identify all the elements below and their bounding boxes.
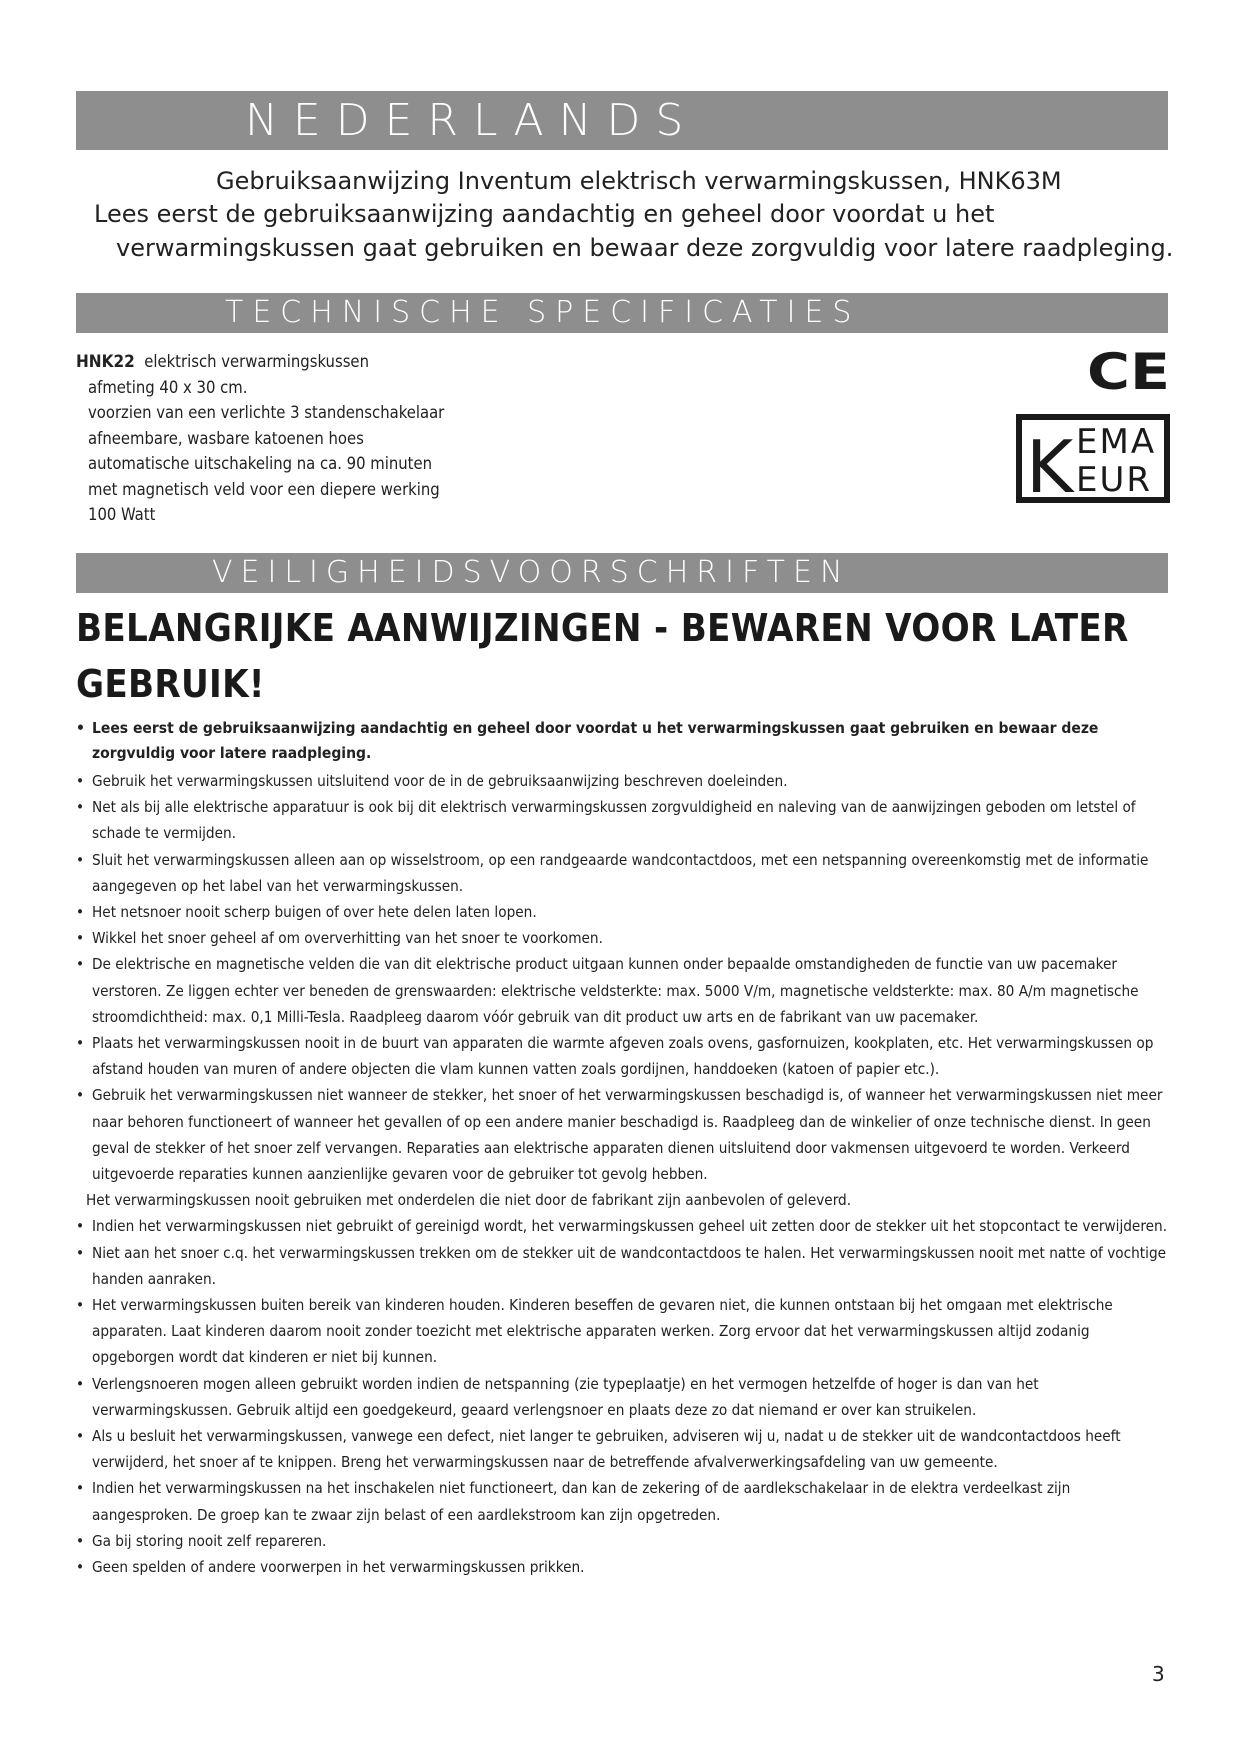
safety-rule: • Gebruik het verwarmingskussen niet wanneer de stekker, het snoer of het verwarmingskussen beschadigd is, of wanneer het verwarmingskussen niet meer naar behoren functioneert of wanneer het gevallen of op een andere manier beschadigd is. Raadpleeg dan de winkelier of onze technische dienst. In geen geval de stekker of het snoer zelf vervangen. Reparaties aan elektrische apparaten dienen uitsluitend door vakmensen uitgevoerd te worden. Verkeerd uitgevoerde reparaties kunnen aanzienlijke gevaren voor de gebruiker tot gevolg hebben. [76, 1082, 1172, 1187]
spec-list [76, 349, 444, 528]
safety-rule: • Als u besluit het verwarmingskussen, vanwege een defect, niet langer te gebruiken, adviseren wij u, nadat u de stekker uit de wandcontactdoos heeft verwijderd, het snoer af te knippen. Breng het verwarmingskussen naar de betreffende afvalverwerkingsafdeling van uw gemeente. [76, 1423, 1172, 1475]
spec-item: met magnetisch veld voor een diepere werking [88, 479, 440, 499]
spec-item: afmeting 40 x 30 cm. [88, 377, 248, 397]
safety-rule: • Wikkel het snoer geheel af om oververhitting van het snoer te voorkomen. [76, 925, 1172, 951]
ce-mark-icon [1087, 348, 1170, 392]
safety-rule: • Niet aan het snoer c.q. het verwarmingskussen trekken om de stekker uit de wandcontactdoos te halen. Het verwarmingskussen nooit met natte of vochtige handen aanraken. [76, 1240, 1172, 1292]
kema-top-text: EMA [1076, 422, 1157, 462]
spec-item: automatische uitschakeling na ca. 90 minuten [88, 454, 433, 473]
safety-rule: • De elektrische en magnetische velden die van dit elektrische product uitgaan kunnen onder bepaalde omstandigheden de functie van uw pacemaker verstoren. Ze liggen echter ver beneden de grenswaarden: elektrische veldsterkte: max. 5000 V/m, magnetische veldsterkte: max. 80 A/m magnetische stroomdichtheid: max. 0,1 Milli-Tesla. Raadpleeg daarom vóór gebruik van dit product uw arts en de fabrikant van uw pacemaker. [76, 951, 1172, 1030]
spec-model-line [76, 349, 444, 375]
safety-rule: • Geen spelden of andere voorwerpen in het verwarmingskussen prikken. [76, 1554, 1172, 1580]
safety-rule: • Gebruik het verwarmingskussen uitsluitend voor de in de gebruiksaanwijzing beschreven doeleinden. [76, 768, 1172, 794]
intro-line-2: verwarmingskussen gaat gebruiken en bewaar deze zorgvuldig voor latere raadpleging. [116, 234, 1174, 262]
safety-rule: • Indien het verwarmingskussen niet gebruikt of gereinigd wordt, het verwarmingskussen geheel uit zetten door de stekker uit het stopcontact te verwijderen. [76, 1213, 1172, 1239]
page-number: 3 [1152, 1662, 1165, 1686]
spec-item: afneembare, wasbare katoenen hoes [88, 428, 364, 448]
safety-rule: • Net als bij alle elektrische apparatuur is ook bij dit elektrisch verwarmingskussen zorgvuldigheid en naleving van de aanwijzingen geboden om letstel of schade te vermijden. [76, 794, 1172, 846]
safety-rule: • Sluit het verwarmingskussen alleen aan op wisselstroom, op een randgeaarde wandcontactdoos, met een netspanning overeenkomstig met de informatie aangegeven op het label van het verwarmingskussen. [76, 847, 1172, 899]
model-number: HNK22 [76, 352, 135, 372]
spec-item: voorzien van een verlichte 3 standenschakelaar [88, 403, 445, 422]
safety-rule: • Ga bij storing nooit zelf repareren. [76, 1528, 1172, 1554]
spec-item: 100 Watt [88, 505, 156, 524]
safety-header: VEILIGHEIDSVOORSCHRIFTEN [76, 553, 1168, 593]
tech-specs-header: TECHNISCHE SPECIFICATIES [76, 293, 1168, 333]
kema-k-letter: K [1026, 425, 1074, 503]
safety-rule: • Lees eerst de gebruiksaanwijzing aandachtig en geheel door voordat u het verwarmingskussen gaat gebruiken en bewaar deze zorgvuldig voor latere raadpleging. [76, 716, 1172, 766]
safety-rule: • Indien het verwarmingskussen na het inschakelen niet functioneert, dan kan de zekering of de aardlekschakelaar in de elektra verdeelkast zijn aangesproken. De groep kan te zwaar zijn belast of een aardlekstroom kan zijn opgetreden. [76, 1475, 1172, 1527]
manual-title: Gebruiksaanwijzing Inventum elektrisch verwarmingskussen, HNK63M [216, 167, 1062, 195]
kema-keur-icon [1016, 414, 1170, 503]
ce-mark-text: CE [1087, 348, 1170, 392]
safety-rule: • Verlengsnoeren mogen alleen gebruikt worden indien de netspanning (zie typeplaatje) en het vermogen hetzelfde of hoger is dan van het verwarmingskussen. Gebruik altijd een goedgekeurd, geaard verlengsnoer en plaats deze zo dat niemand er over kan struikelen. [76, 1371, 1172, 1423]
safety-rule: • Het netsnoer nooit scherp buigen of over hete delen laten lopen. [76, 899, 1172, 925]
intro-line-1: Lees eerst de gebruiksaanwijzing aandachtig en geheel door voordat u het [94, 200, 995, 228]
safety-rule: • Plaats het verwarmingskussen nooit in de buurt van apparaten die warmte afgeven zoals ovens, gasfornuizen, kookplaten, etc. Het verwarmingskussen op afstand houden van muren of andere objecten die vlam kunnen vatten zoals gordijnen, handdoeken (katoen of papier etc.). [76, 1030, 1172, 1082]
safety-title: BELANGRIJKE AANWIJZINGEN - BEWAREN VOOR LATER GEBRUIK! [76, 606, 1129, 706]
language-header: NEDERLANDS [76, 91, 1168, 150]
safety-rule: Het verwarmingskussen nooit gebruiken met onderdelen die niet door de fabrikant zijn aanbevolen of geleverd. [86, 1191, 852, 1210]
safety-rule: • Het verwarmingskussen buiten bereik van kinderen houden. Kinderen beseffen de gevaren niet, die kunnen ontstaan bij het omgaan met elektrische apparaten. Laat kinderen daarom nooit zonder toezicht met elektrische apparaten werken. Zorg ervoor dat het verwarmingskussen altijd zodanig opgeborgen wordt dat kinderen er niet bij kunnen. [76, 1292, 1172, 1371]
kema-bottom-text: EUR [1076, 460, 1152, 500]
model-description: elektrisch verwarmingskussen [144, 352, 369, 371]
safety-rules-list [76, 716, 1172, 1580]
